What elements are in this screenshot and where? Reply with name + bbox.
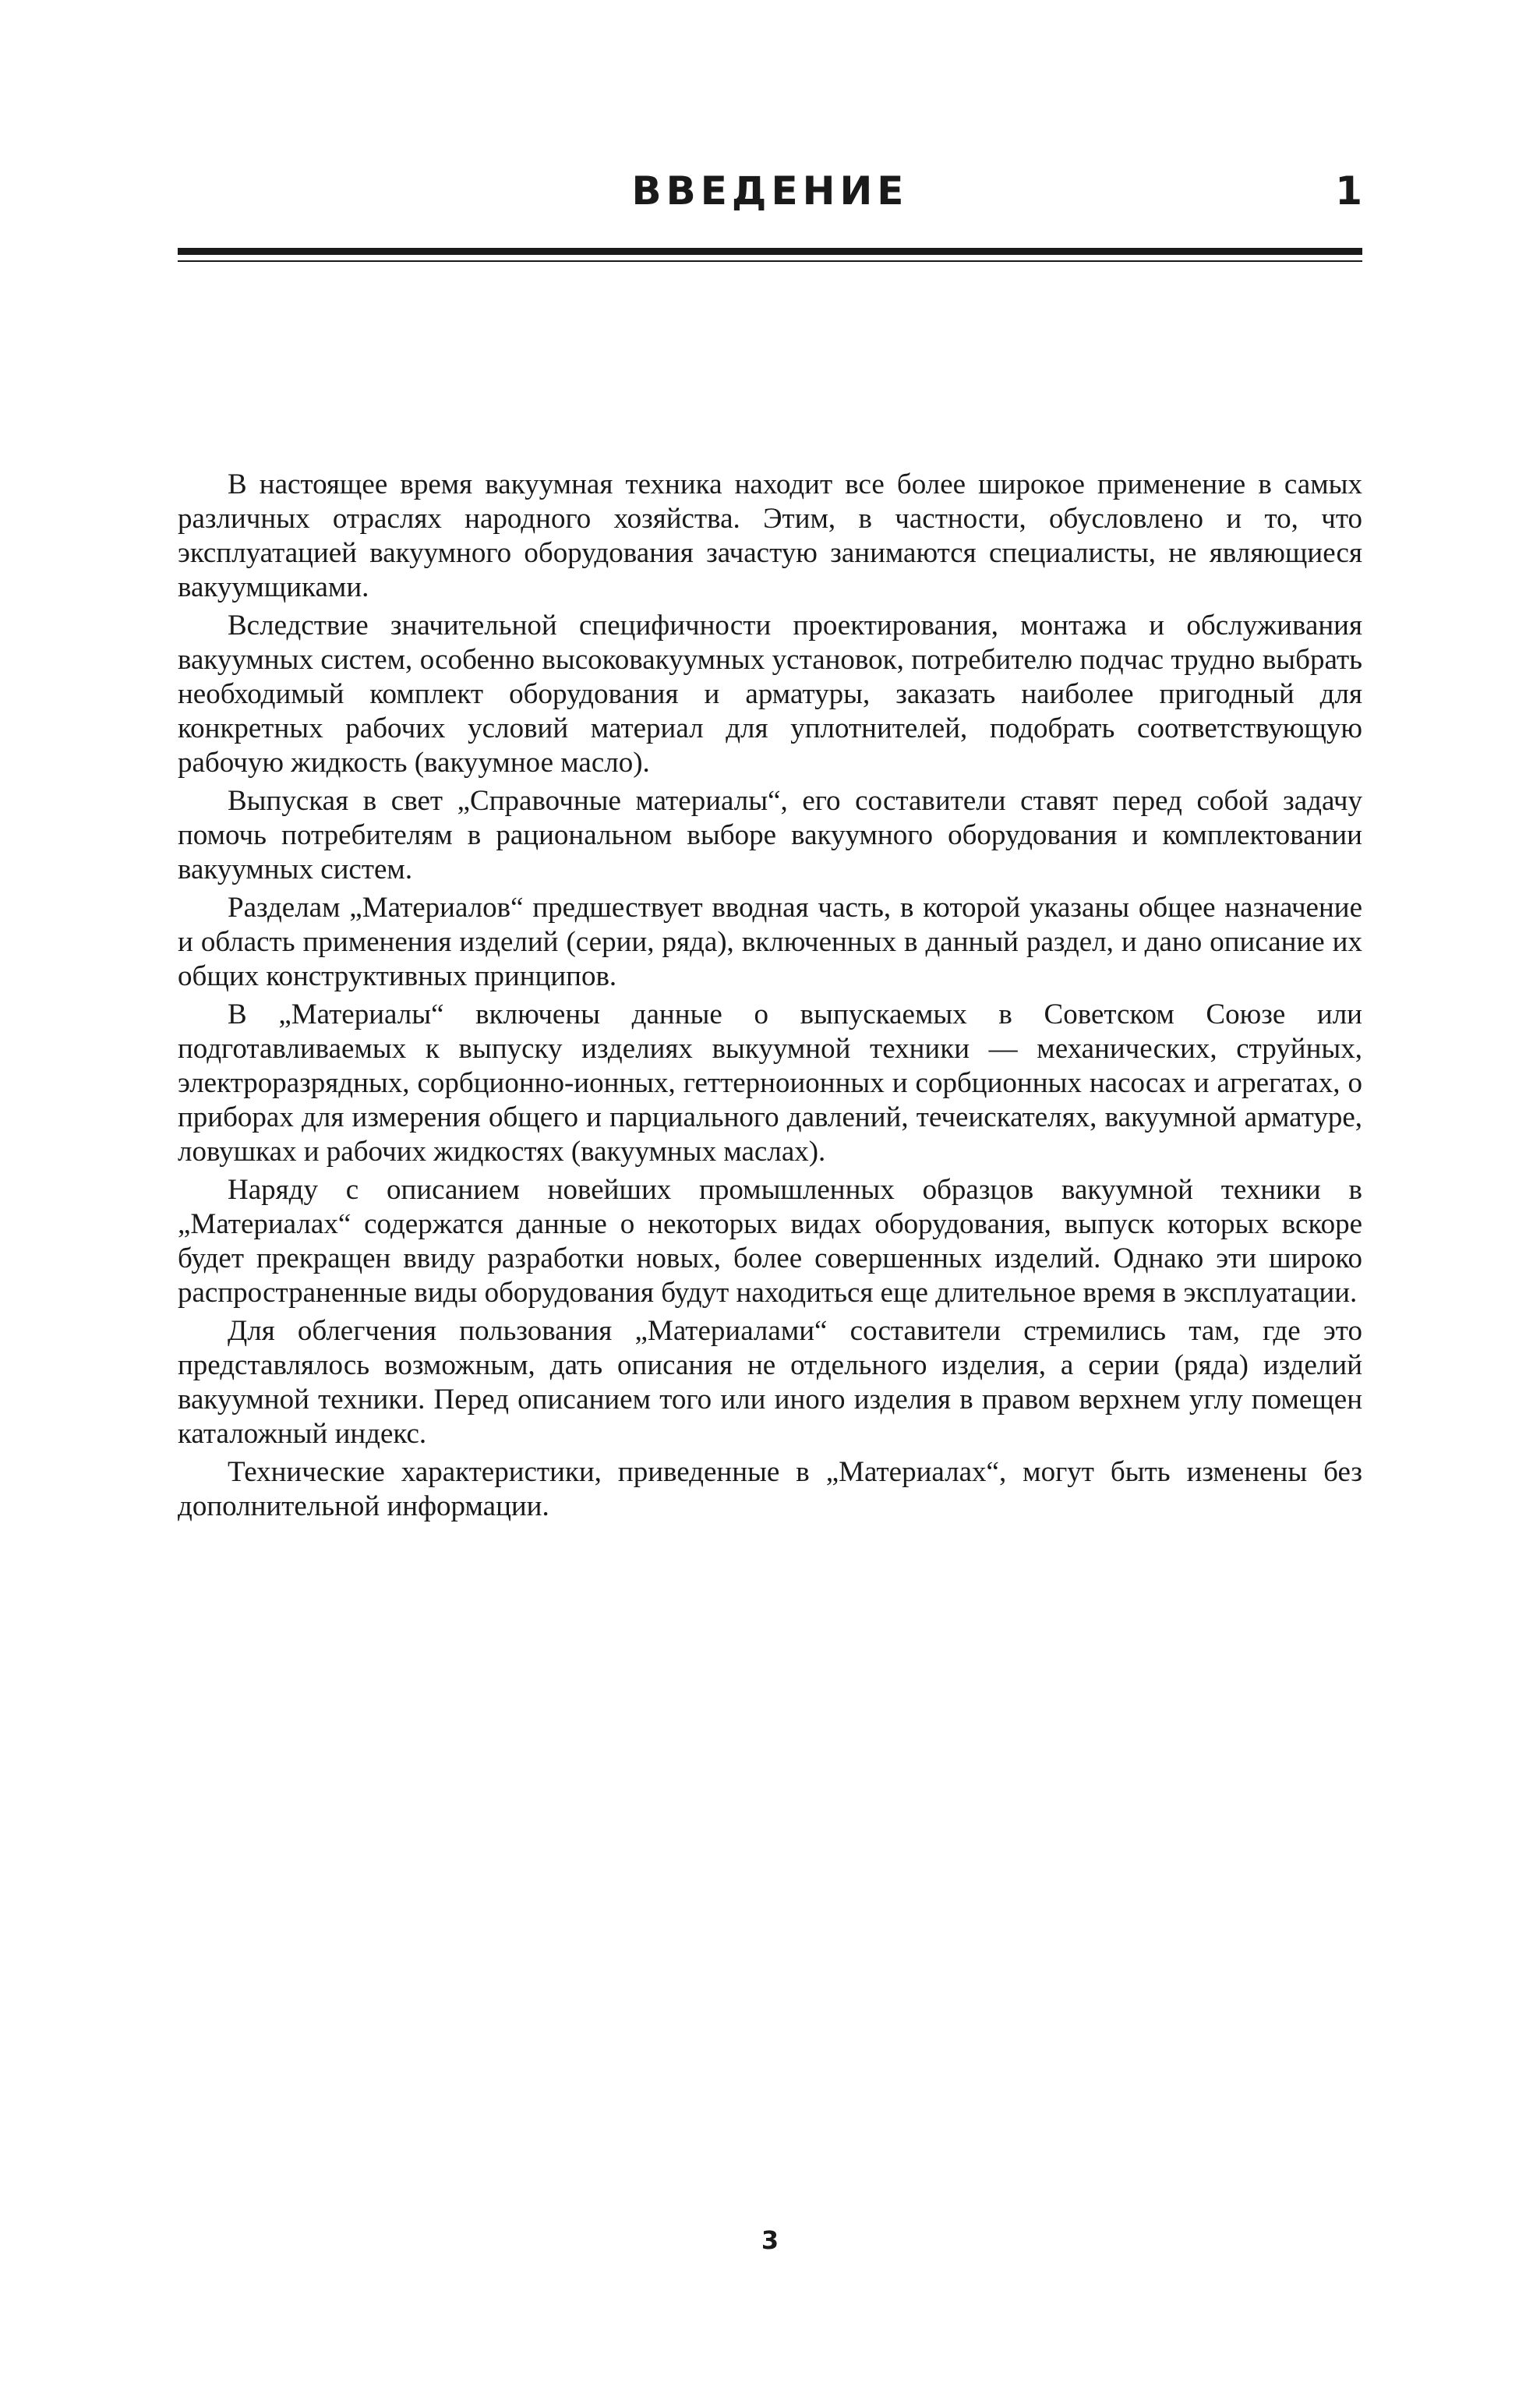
page-number: 3 xyxy=(761,2225,779,2255)
paragraph: Разделам „Материалов“ предшествует вводная часть, в которой указаны общее назначение и область применения изделий (серии, ряда), включенных в данный раздел, и дано описание их общих конструктивных принципов. xyxy=(178,892,1362,992)
paragraph: Технические характеристики, приведенные в „Материалах“, могут быть изменены без дополнительной информации. xyxy=(178,1456,1362,1522)
header-rule-thick xyxy=(178,248,1362,255)
paragraph: В настоящее время вакуумная техника находит все более широкое применение в самых различных отраслях народного хозяйства. Этим, в частности, обусловлено и то, что эксплуатацией вакуумного оборудования зачастую занимаются специалисты, не являющиеся вакуумщиками. xyxy=(178,468,1362,603)
paragraph: Для облегчения пользования „Материалами“ составители стремились там, где это представлялось возможным, дать описания не отдельного изделия, а серии (ряда) изделий вакуумной техники. Перед описанием того или иного изделия в правом верхнем углу помещен каталожный индекс. xyxy=(178,1315,1362,1450)
chapter-header xyxy=(178,164,1362,218)
header-rule-thin xyxy=(178,260,1362,262)
chapter-number: 1 xyxy=(1335,168,1362,214)
paragraph: Наряду с описанием новейших промышленных образцов вакуумной техники в „Материалах“ содержатся данные о некоторых видах оборудования, выпуск которых вскоре будет прекращен ввиду разработки новых, более совершенных изделий. Однако эти широко распространенные виды оборудования будут находиться еще длительное время в эксплуатации. xyxy=(178,1174,1362,1309)
paragraph: Выпуская в свет „Справочные материалы“, его составители ставят перед собой задачу помочь потребителям в рациональном выборе вакуумного оборудования и комплектовании вакуумных систем. xyxy=(178,785,1362,885)
chapter-title: ВВЕДЕНИЕ xyxy=(631,168,909,214)
paragraph: Вследствие значительной специфичности проектирования, монтажа и обслуживания вакуумных систем, особенно высоковакуумных установок, потребителю подчас трудно выбрать необходимый комплект оборудования и арматуры, заказать наиболее пригодный для конкретных рабочих условий материал для уплотнителей, подобрать соответствующую рабочую жидкость (вакуумное масло). xyxy=(178,610,1362,779)
paragraph: В „Материалы“ включены данные о выпускаемых в Советском Союзе или подготавливаемых к выпуску изделиях выкуумной техники — механических, струйных, электроразрядных, сорбционно-ионных, геттерноионных и сорбционных насосах и агрегатах, о приборах для измерения общего и парциального давлений, течеискателях, вакуумной арматуре, ловушках и рабочих жидкостях (вакуумных маслах). xyxy=(178,998,1362,1168)
body-text xyxy=(178,468,1362,1528)
